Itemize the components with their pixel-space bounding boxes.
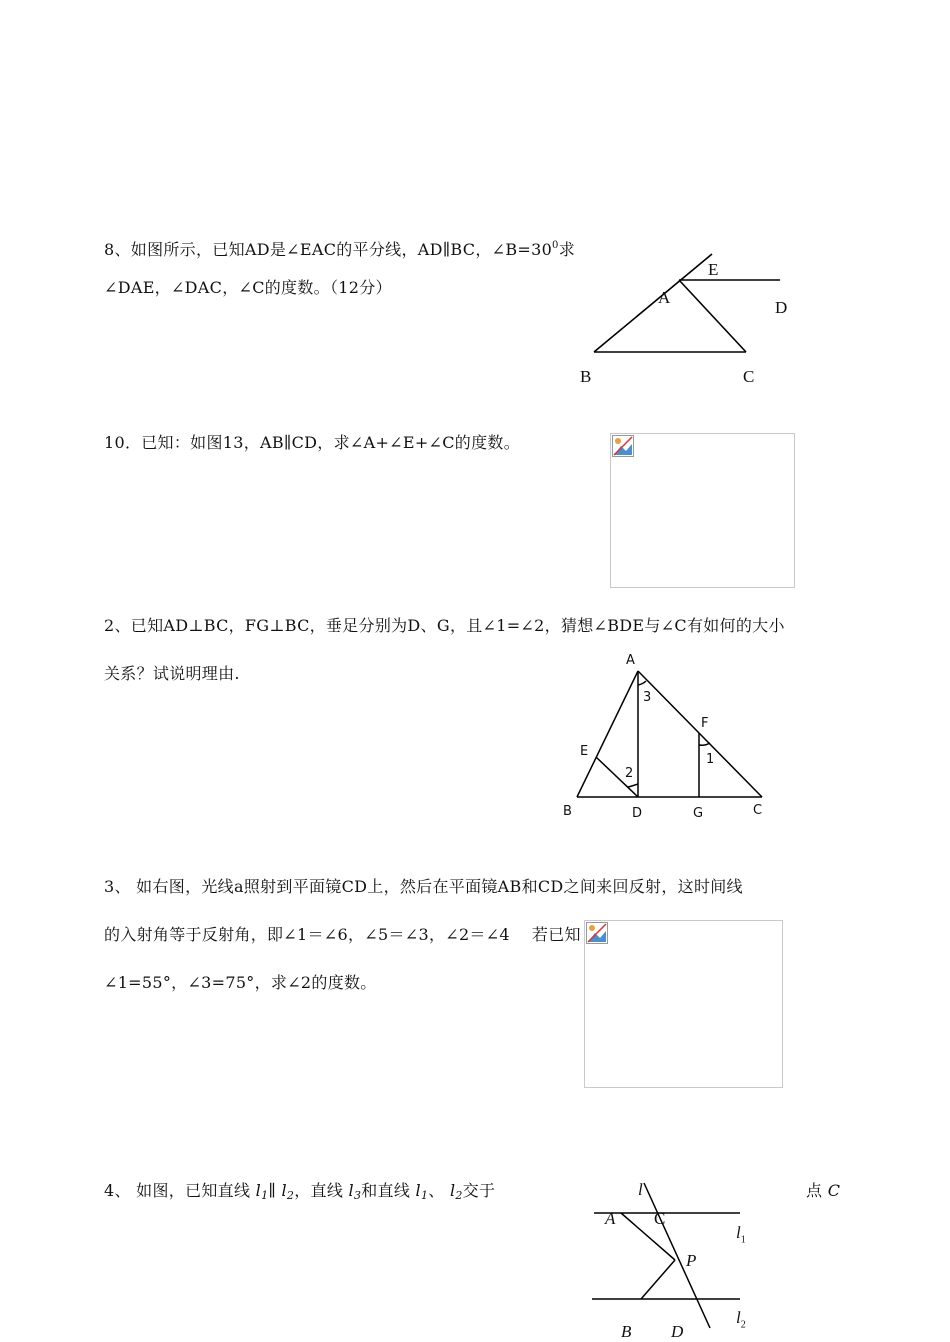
q8-line1: 8、如图所示，已知AD是∠EAC的平分线，AD∥BC，$\angle B=30^0$求 bbox=[104, 240, 576, 259]
q10-text: 10．已知：如图13，AB∥CD，求∠A+∠E+∠C的度数。 bbox=[104, 433, 521, 452]
q2-label-1: 1 bbox=[706, 752, 715, 767]
q3-figure-placeholder bbox=[584, 920, 783, 1088]
q2-label-d: D bbox=[632, 806, 643, 821]
broken-image-icon bbox=[612, 435, 634, 457]
q3-line2: 的入射角等于反射角，即∠1＝∠6，∠5＝∠3，∠2＝∠4 若已知 bbox=[104, 925, 581, 944]
q2-label-e: E bbox=[580, 744, 589, 759]
q2-label-f: F bbox=[701, 716, 709, 731]
q2-label-b: B bbox=[563, 804, 572, 819]
q4-text-tail: 点 C bbox=[806, 1181, 841, 1200]
q4-label-l1: $l_1$ bbox=[736, 1223, 746, 1246]
q8-label-b: B bbox=[580, 367, 592, 386]
broken-image-icon bbox=[586, 922, 608, 944]
q8-line2: ∠DAE，∠DAC，∠C的度数。（12分） bbox=[104, 278, 392, 297]
q2-line2: 关系？试说明理由. bbox=[104, 664, 240, 683]
q2-label-c: C bbox=[753, 803, 763, 818]
q4-label-d: D bbox=[671, 1322, 684, 1341]
q8-label-a: A bbox=[658, 288, 671, 307]
q2-line1: 2、已知AD⊥BC，FG⊥BC，垂足分别为D、G，且∠1=∠2，猜想∠BDE与∠C有如何的大小 bbox=[104, 616, 785, 635]
q4-label-l: l bbox=[638, 1180, 643, 1199]
q2-label-g: G bbox=[693, 806, 704, 821]
q10-figure-placeholder bbox=[610, 433, 795, 588]
q4-label-l2: $l_2$ bbox=[736, 1308, 746, 1331]
q8-label-e: E bbox=[708, 260, 719, 279]
q2-label-a: A bbox=[626, 653, 635, 668]
q8-label-d: D bbox=[775, 298, 788, 317]
q4-label-c: C bbox=[654, 1209, 666, 1228]
q4-label-p: P bbox=[686, 1251, 697, 1270]
q3-line1: 3、 如右图，光线a照射到平面镜CD上，然后在平面镜AB和CD之间来回反射，这时间线 bbox=[104, 877, 743, 896]
q8-label-c: C bbox=[743, 367, 755, 386]
q4-label-b: B bbox=[621, 1322, 632, 1341]
q4-text: 4、 如图，已知直线 $l_1\parallel$ $l_2$，直线 $l_3$和直线 $l_1$、 $l_2$交于 bbox=[104, 1181, 496, 1202]
q3-line3: ∠1=55°，∠3=75°，求∠2的度数。 bbox=[104, 973, 377, 992]
q2-label-2: 2 bbox=[625, 766, 634, 781]
q2-label-3: 3 bbox=[643, 690, 652, 705]
q4-label-a: A bbox=[605, 1209, 616, 1228]
